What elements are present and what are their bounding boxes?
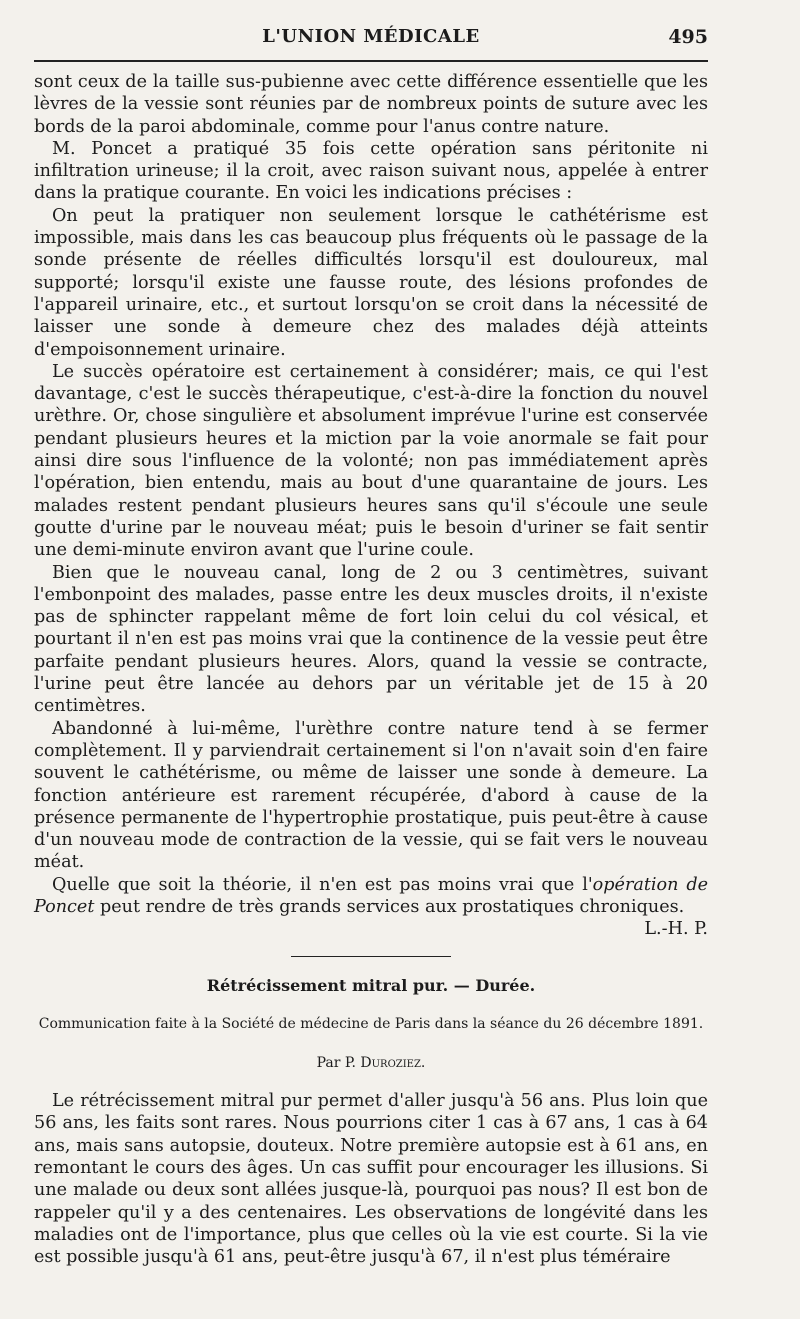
- paragraph: Bien que le nouveau canal, long de 2 ou 3 centimètres, suivant l'embonpoint des malades, passe entre les deux muscles droits, il n'existe pas de sphincter rappelant même de fort loin celui du col vésical, et pourtant il n'en est pas moins vrai que la continence de la vessie peut être parfaite pendant plusieurs heures. Alors, quand la vessie se contracte, l'urine peut être lancée au dehors par un véritable jet de 15 à 20 centimètres.: [34, 562, 708, 717]
- paragraph: Le succès opératoire est certainement à considérer; mais, ce qui l'est davantage, c'est le succès thérapeutique, c'est-à-dire la fonction du nouvel urèthre. Or, chose singulière et absolument imprévue l'urine est conservée pendant plusieurs heures et la miction par la voie anormale se fait pour ainsi dire sous l'influence de la volonté; non pas immédiatement après l'opération, bien entendu, mais au bout d'une quarantaine de jours. Les malades restent pendant plusieurs heures sans qu'il s'écoule une seule goutte d'urine par le nouveau méat; puis le besoin d'uriner se fait sentir une demi-minute environ avant que l'urine coule.: [34, 361, 708, 561]
- paragraph: Abandonné à lui-même, l'urèthre contre nature tend à se fermer complètement. Il y parviendrait certainement si l'on n'avait soin d'en faire souvent le cathétérisme, ou même de laisser une sonde à demeure. La fonction antérieure est rarement récupérée, d'abord à cause de la présence permanente de l'hypertrophie prostatique, puis peut-être à cause d'un nouveau mode de contraction de la vessie, qui se fait vers le nouveau méat.: [34, 718, 708, 873]
- paragraph: On peut la pratiquer non seulement lorsque le cathétérisme est impossible, mais dans les cas beaucoup plus fréquents où le passage de la sonde présente de réelles difficultés lorsqu'il est douloureux, mal supporté; lorsqu'il existe une fausse route, des lésions profondes de l'appareil urinaire, etc., et surtout lorsqu'on se croit dans la nécessité de laisser une sonde à demeure chez des malades déjà atteints d'empoisonnement urinaire.: [34, 205, 708, 360]
- paragraph: M. Poncet a pratiqué 35 fois cette opération sans péritonite ni infiltration urineuse; il la croit, avec raison suivant nous, appelée à entrer dans la pratique courante. En voici les indications précises :: [34, 138, 708, 204]
- page-number: 495: [668, 26, 708, 48]
- paragraph-conclusion: [34, 874, 708, 919]
- section-divider: [291, 956, 451, 957]
- operation-name: opération de Poncet: [34, 874, 708, 917]
- author-prefix: Par P.: [316, 1054, 361, 1071]
- journal-title: L'UNION MÉDICALE: [262, 26, 480, 47]
- article-title: Rétrécissement mitral pur. — Durée.: [206, 975, 536, 995]
- body-text: [34, 71, 708, 1269]
- article-body: [34, 1090, 708, 1268]
- paragraph-continuation: sont ceux de la taille sus-pubienne avec cette différence essentielle que les lèvres de la vessie sont réunies par de nombreux points de suture avec les bords de la paroi abdominale, comme pour l'anus contre nature.: [34, 72, 708, 137]
- conclusion-text: Quelle que soit la théorie, il n'en est pas moins vrai que l': [52, 874, 593, 895]
- article-author: [34, 1052, 708, 1074]
- communication-note: Communication faite à la Société de médecine de Paris dans la séance du 26 décembre 1891.: [38, 1015, 704, 1032]
- author-name: Duroziez.: [360, 1054, 426, 1071]
- conclusion-text-end: peut rendre de très grands services aux prostatiques chroniques.: [94, 896, 685, 917]
- running-head: [34, 20, 708, 50]
- header-rule: [34, 60, 708, 62]
- paragraph: Le rétrécissement mitral pur permet d'aller jusqu'à 56 ans. Plus loin que 56 ans, les faits sont rares. Nous pourrions citer 1 cas à 67 ans, 1 cas à 64 ans, mais sans autopsie, douteux. Notre première autopsie est à 61 ans, en remontant le cours des âges. Un cas suffit pour encourager les illusions. Si une malade ou deux sont allées jusque-là, pourquoi pas nous? Il est bon de rappeler qu'il y a des centenaires. Les observations de longévité dans les maladies ont de l'importance, plus que celles où la vie est courte. Si la vie est possible jusqu'à 61 ans, peut-être jusqu'à 67, il n'est plus téméraire: [34, 1091, 708, 1268]
- journal-page: [34, 0, 708, 1319]
- author-signature: L.-H. P.: [644, 919, 708, 940]
